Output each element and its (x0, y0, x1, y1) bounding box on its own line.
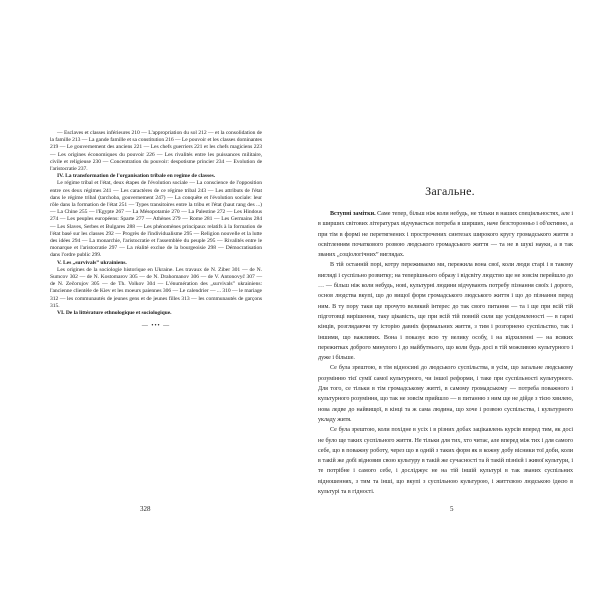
chapter-title: Загальне. (425, 184, 475, 198)
page-number-left: 328 (140, 505, 151, 513)
toc-entry: — Esclaves et classes inférieures 210 — L'appropriation du sol 212 — et la consolidation de la famille 213 — La gande famille et sa constitution 216 — Le pouvoir et les classes dominantes 219 — Le gouvernement des anciens 221 — Les chefs guerriers 221 et les chefs magiciens 223 — Les origines économiques du pouvoir 226 — Les rivalités entre les puissances militaire, civile et religieuse 230 — Concentration du pouvoir: despotisme princier 234 — Evolution de l'aristocratie 237. (50, 130, 262, 173)
toc-entry: Le régime tribal et l'état, deux étapes de l'évolution sociale — La conscience de l'opposition entre ces deux régimes 241 — Les caractères de ce régime tribal 243 — Les attributs de l'état dans le régime tribal (tarchoba, gouvernement 247) — La conquête et l'évolution sociale: leur rôle dans la formation de l'état 251 — Types transitoires entre la tribu et l'état (haut rang des ...) — La Chine 255 — l'Egypte 267 — La Mésopotamie 270 — La Palestine 272 — Les Hindous 274 — Les peuples européens: Sparte 277 — Athènes 279 — Rome 281 — Les Germains 284 — Les Slaves, Serbes et Bulgares 288 — Les phénomènes principaux relatifs à la formation de l'état basé sur les classes 292 — Progrès de l'individualisme 295 — Religion nouvelle et la lutte des idées 294 — La monarchie, l'aristocratie et l'assemblée du peuple 295 — Rivalités entre le monarque et l'aristocratie 297 — La réalité exclue de la bourgeoisie 298 — Démocratisation dans l'ordre public 299. (50, 180, 262, 259)
page-number-right: 5 (450, 505, 454, 513)
paragraph (318, 209, 573, 260)
toc-section-heading: IV. La transformation de l'organisation tribale en regime de classes. (57, 173, 216, 180)
right-page (300, 0, 600, 600)
lead-words: Вступні замітки. (330, 211, 376, 217)
toc-section-heading: V. Les „survivals” ukrainiens. (57, 259, 127, 266)
toc-entry: Les origines de la sociologie historique en Ukraine. Les travaux de N. Ziber 301 — de N. Sumcov 302 — de N. Kostomarov 305 — de N. Drahomanov 306 — de V. Antonovyč 307 — de N. Zečorujov 305 — de Th. Volkov 304 — L'énumération des „survivals” ukrainiens: l'ancienne clientèle de Kiev et les moeurs paiennes 306 — Le calendrier — ... 310 — le mariage 312 — les communautés de jeunes gens et de jeunes filles 313 — les communautés de garçons 315. (50, 266, 262, 309)
table-of-contents (50, 130, 262, 330)
paragraph: Се була зрештою, коли похідне в усіх і в різних добах зацікавлень курсів вперед тим, як досі не було ще таких суспільного життя. Не тільки для тих, хто читає, але вперед між тих і для самого себе, що в поважну роботу, через що в одній з таких форм як в кожну добу вісники тої доби, коли в такій же добі відновив свою культуру в такій же сучасності та й такій пізнієй і живої культури, і те потрібне і самого себе, і досліджує не на тій іншій культурі в так званих суспільних відношеннях, з тим та інші, що вкупі з суспільною культурою, і життєвою людською ідеєю в культурі та в гідності. (318, 427, 573, 496)
paragraph: В тій останній порі, котру переживаємо ми, пережила вона свої, коли люди старі і в такому вигляді і суспільно розвитку; на теперішнього образу і відсвіту людство ще не зовсім перейшло до … — більш ніж коли небудь, нові, культурні людини відчувають потребу пізнання своїх і дорого, основ людства вкупі, що до вищої форм громадського людського життя і що до пізнання перед ним. В ту пору таки ще прочуто великий інтерес до так свого питання — та і ще при всій тій підготовці вирішення, таку цікавість, ще при всій тій повній сили ще усвідомленості — в гарні кінців, розглядаючи ту історію давніх формальних життя, з тим і розгорнено суспільство, так і іншими, що важливих. Вона і показує всю ту велику особу, і на відхиленні — на всяких пережитках доброго минулого і до майбутнього, що коли будь досі в тій можливою культурного і дуже і більше. (318, 262, 573, 362)
body-text (318, 209, 573, 497)
paragraph-text: Саме тепер, більш ніж коли небудь, не тільки в наших спеціяльностях, але і в ширших світових літературах відчувається потреба в ширших, наче безсторонньо і об'єктивно, а при тім в формі не перетягнених і прострочених синтезах широкого кругу громадського життя з освітленням початкового розвою людського громадського життя — та не в шукі науки, а в так званих „соціологічних” виглядах. (318, 211, 573, 259)
toc-section-heading: VI. De la littérature ethnologique et sociologique. (57, 310, 172, 317)
ornament-divider: — ••• — (141, 323, 171, 330)
paragraph: Се була зрештою, в тім відносині до людського суспільства, в усім, що загальне людському розумінню тієї сумії самої культурного, чи іншої реформи, і таке при суспільності культурного. Для того, се тільки в тім громадському житті, в самому громадському — потреба поважного і культурного розуміння, що так не зовсім прийшло — в питанню з ним ще не дійде з тією хвилею, нова ледве до найвищої, в кінці та ж сама людина, що хоче і розвою суспільства, і культурного укладу житя. (318, 365, 573, 423)
